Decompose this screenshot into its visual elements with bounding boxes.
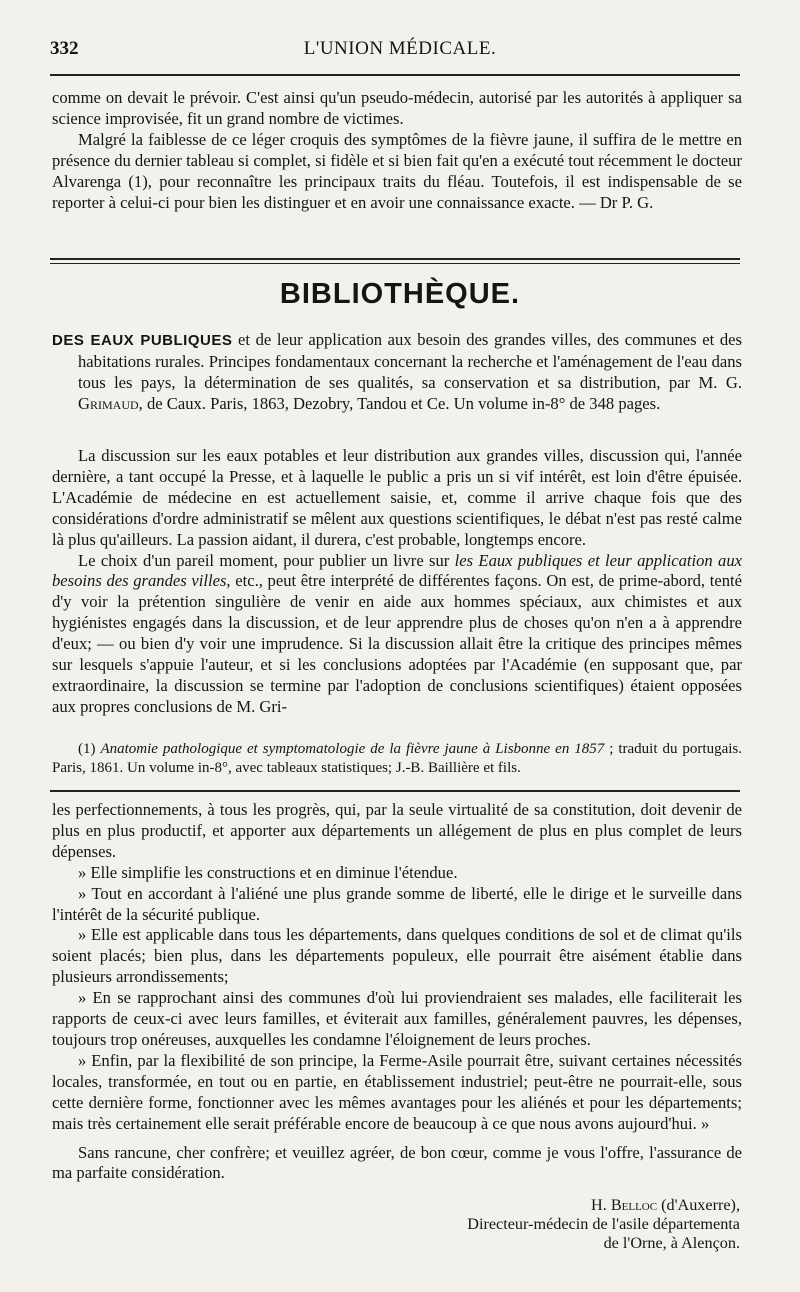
review-paragraph-2: Le choix d'un pareil moment, pour publier un livre sur les Eaux publiques et leur application aux besoins des grandes villes, etc., peut être interprété de différentes façons. On est, de prime-abord, tenté d'y voir la prétention singulière de venir en aide aux hommes spéciaux, aux chimistes et aux hygiénistes engagés dans la discussion, et de leur apprendre plus de choses qu'on n'en a à apprendre d'eux; — ou bien d'y voir une imprudence. Si la discussion allait être la critique des principes mêmes sur lesquels s'appuie l'auteur, et si les conclusions adoptées par l'Académie (en supposant que, par extraordinaire, la discussion se termine par l'adoption de conclusions scientifiques) étaient opposées aux propres conclusions de M. Gri-	[52, 550, 742, 716]
signature-name: Belloc	[610, 1196, 658, 1214]
page-header	[50, 38, 750, 68]
letter-paragraph-3: » Tout en accordant à l'aliéné une plus grande somme de liberté, elle le dirige et le surveille dans l'intérêt de la sécurité publique.	[52, 883, 742, 924]
signature-name-line: H. Belloc (d'Auxerre),	[591, 1196, 740, 1214]
letter-text	[52, 800, 742, 1184]
signature-location-line: de l'Orne, à Alençon.	[603, 1234, 740, 1252]
signature	[467, 1196, 740, 1253]
footnote-title: Anatomie pathologique et symptomatologie de la fièvre jaune à Lisbonne en 1857	[100, 741, 605, 757]
intro-text	[52, 88, 742, 213]
book-title-italic: les Eaux publiques et leur application aux besoins des grandes villes	[52, 550, 742, 591]
book-citation: DES EAUX PUBLIQUES et de leur application aux besoin des grandes villes, des communes et des habitations rurales. Principes fondamentaux concernant la recherche et l'aménagement de l'eau dans tous les pays, la détermination de ses qualités, sa conservation et sa distribution, par M. G. Grimaud, de Caux. Paris, 1863, Dezobry, Tandou et Ce. Un volume in-8° de 348 pages.	[52, 330, 742, 413]
letter-paragraph-2: » Elle simplifie les constructions et en diminue l'étendue.	[78, 862, 458, 882]
book-title: DES EAUX PUBLIQUES	[52, 332, 233, 349]
book-author: Grimaud	[78, 393, 139, 413]
book-reference	[52, 330, 742, 415]
letter-paragraph-5: » En se rapprochant ainsi des communes d'où lui proviendraient ses malades, elle faciliterait les rapports de ceux-ci avec leurs familles, et éviterait aux familles, généralement pauvres, les dépenses, toujours trop onéreuses, auxquelles les condamne l'éloignement de leurs proches.	[52, 988, 742, 1049]
header-rule	[50, 74, 740, 76]
letter-closing: Sans rancune, cher confrère; et veuillez agréer, de bon cœur, comme je vous l'offre, l'assurance de ma parfaite considération.	[52, 1142, 742, 1183]
letter-paragraph-6: » Enfin, par la flexibilité de son principe, la Ferme-Asile pourrait être, suivant certaines nécessités locales, transformée, en tout ou en partie, en établissement industriel; peut-être ne pourrait-elle, sous cette dernière forme, fonctionner avec les mêmes avantages pour les aliénés et pour les départements; mais très certainement elle serait préférable encore de beaucoup à ce que nous avons aujourd'hui. »	[52, 1050, 742, 1133]
section-title: BIBLIOTHÈQUE.	[279, 278, 521, 310]
letter-paragraph-4: » Elle est applicable dans tous les départements, dans quelques conditions de sol et de climat qu'ils soient placés; bien plus, dans les départements populeux, elle pourrait être aisément établie dans plusieurs arrondissements;	[52, 925, 742, 987]
page-number: 332	[50, 38, 79, 59]
signature-title-line: Directeur-médecin de l'asile départementa	[467, 1215, 740, 1233]
journal-title: L'UNION MÉDICALE.	[303, 38, 497, 59]
review-paragraph-1: La discussion sur les eaux potables et leur distribution aux grandes villes, discussion qui, l'année dernière, a tant occupé la Presse, et à laquelle le public a pris un si vif intérêt, est loin d'être épuisée. L'Académie de médecine en est actuellement saisie, et, comme il arrive chaque fois que des considérations d'ordre administratif se mêlent aux questions scientifiques, le débat n'est pas resté calme là plus qu'ailleurs. La passion aidant, il durera, c'est probable, longtemps encore.	[52, 446, 742, 549]
intro-paragraph-1: comme on devait le prévoir. C'est ainsi qu'un pseudo-médecin, autorisé par les autorités à appliquer sa science improvisée, fit un grand nombre de victimes.	[52, 88, 742, 128]
section-rule-top	[50, 258, 740, 260]
footnote: (1) Anatomie pathologique et symptomatologie de la fièvre jaune à Lisbonne en 1857 ; traduit du portugais. Paris, 1861. Un volume in-8°, avec tableaux statistiques; J.-B. Baillière et fils.	[52, 741, 742, 776]
letter-paragraph-1: les perfectionnements, à tous les progrès, qui, par la seule virtualité de sa constitution, doit devenir de plus en plus productif, et apporter aux départements un allégement de plus en plus complet de leurs dépenses.	[52, 800, 742, 861]
intro-paragraph-2: Malgré la faiblesse de ce léger croquis des symptômes de la fièvre jaune, il suffira de le mettre en présence du dernier tableau si complet, si fidèle et si bien fait qu'en a exécuté tout récemment le docteur Alvarenga (1), pour reconnaître les principaux traits du fléau. Toutefois, il est indispensable de se reporter à celui-ci pour bien les distinguer et en avoir une connaissance exacte. — Dr P. G.	[52, 129, 742, 212]
section-rule-top-thin	[50, 263, 740, 264]
column-separator-rule	[50, 790, 740, 792]
review-text	[52, 446, 742, 718]
